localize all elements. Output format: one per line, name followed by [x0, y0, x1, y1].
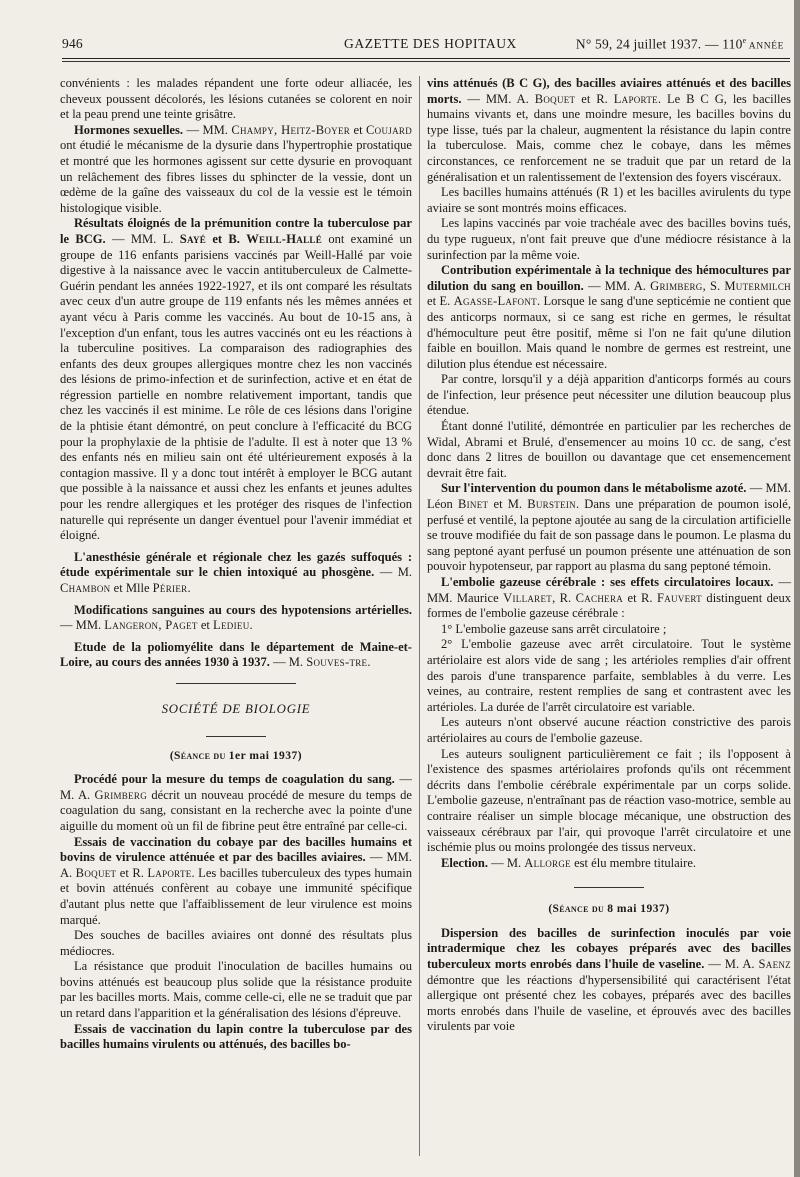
section-heading: SOCIÉTÉ DE BIOLOGIE [161, 701, 311, 716]
article-election [427, 856, 791, 872]
text: — MM. L. [105, 231, 180, 246]
text: . [187, 581, 191, 595]
issue-annee: ANNÉE [746, 41, 784, 52]
article-dispersion [427, 926, 791, 1035]
text: — M. A. [704, 957, 759, 972]
article-title: Essais de vaccination du cobaye par des bacilles humains et bovins de virulence atténuée et par des bacilles aviaires. [60, 834, 412, 865]
author: Cachera [575, 590, 624, 605]
author: Allorge [524, 855, 571, 870]
text: . Lorsque le sang d'une septicémie ne contient que des anticorps normaux, si ce sang est riche en germes, le résultat d'hémoculture peut être positif, même si l'on ne fait qu'une dilution faible en bouillon. Mais quand le nombre de germes est restreint, une dilution plus étendue est nécessaire. [427, 294, 791, 371]
seance-date [60, 749, 412, 765]
paragraph: convénients : les malades répandent une forte odeur alliacée, les cheveux poussent décolorés, les lésions cutanées se colorent en noir et la peau prend une teinte grisâtre. [60, 76, 412, 122]
author: Weill-Hallé [246, 231, 323, 246]
issue-info [576, 36, 784, 53]
article-bcg [60, 216, 412, 543]
paragraph: 1° L'embolie gazeuse sans arrêt circulatoire ; [441, 621, 667, 636]
article-title: L'anesthésie générale et régionale chez les gazés suffoqués : étude expérimentale sur le chien intoxiqué au phosgène. [60, 549, 412, 580]
seance-day: 1er mai 1937) [228, 749, 303, 762]
author: Souves-tre [306, 655, 368, 670]
paragraph: Les bacilles humains atténués (R 1) et les bacilles avirulents du type aviaire se sont montrés moins efficaces. [427, 185, 791, 215]
text: et R. [623, 590, 657, 605]
article-title: Modifications sanguines au cours des hypotensions artérielles. [74, 602, 412, 617]
author: Sayé [179, 231, 207, 246]
article-lapin-cont [427, 76, 791, 185]
journal-title: GAZETTE DES HOPITAUX [344, 36, 517, 51]
text: — MM. A. [583, 278, 651, 293]
paragraph: Étant donné l'utilité, démontrée en particulier par les recherches de Widal, Abrami et Brulé, d'ensemencer au moins 10 cc. de sang, c'est donc dans 2 litres de bouillon ou davantage que cet ensemencement devrait être fait. [427, 419, 791, 480]
page-edge [794, 0, 800, 1177]
article-poumon [427, 481, 791, 575]
paragraph: Des souches de bacilles aviaires ont donné des résultats plus médiocres. [60, 928, 412, 958]
paragraph: Les auteurs soulignent particulièrement ce fait ; ils l'opposent à l'existence des spasmes artériolaires profonds qu'ils ont récemment décrits dans l'embolie cérébrale expérimentale par un corps solide. L'embolie gazeuse, n'entraînant pas de réaction vaso-motrice, semble au contraire réaliser un simple blocage mécanique, une obstruction des vaisseaux cérébraux par l'air, qui provoque l'arrêt circulatoire et une ischémie plus ou moins prolongée des tissus nerveux. [427, 746, 791, 855]
text: démontre que les réactions d'hypersensibilité qui caractérisent l'état allergique ont présenté chez les cobayes, préparés avec des bacilles morts enrobés dans l'huile de vaseline, et éprouvés avec des bacilles virulents par voie [427, 972, 791, 1034]
text: et R. [575, 91, 614, 106]
text: — MM. Maurice [427, 575, 792, 605]
article-hemocultures [427, 263, 791, 372]
paragraph: Par contre, lorsqu'il y a déjà apparition d'anticorps formés au cours de l'infection, leur présence peut nécessiter une dilution beaucoup plus étendue. [427, 372, 791, 418]
text: ont examiné un groupe de 116 enfants parisiens vaccinés par Weill-Hallé par voie digestive à la naissance avec le vaccin antituberculeux de Calmette-Guérin pendant les années 1922-1927, et ils ont comparé les résultats avec ceux d'un autre groupe de 119 enfants nés les mêmes années et ayant vécu à Paris comme les vaccinés. Au bout de 10-15 ans, à l'exception d'un enfant, tous les autres vaccinés ont eu les réactions à la tuberculine positives. La comparaison des radiographies des enfants des deux groupes allergiques montre chez les non vaccinés des lésions de primo-infection et de surinfection, active et en état de régression partielle en nombre relativement important, tandis que chez les vaccinés il est minime. Le rôle de ces lésions dans l'origine de la phtisie étant démontré, on peut conclure à l'efficacité du BCG pour la prophylaxie de la phtisie de l'adulte. Il est à noter que 13 % des enfants nés en milieu sain ont été ultérieurement exposés à la contagion massive. Il y a donc tout intérêt à employer le BCG autant que possible à la naissance et aussi chez les enfants et jeunes adultes pour les rendre allergiques et les protéger des risques de l'infection naturelle qui représente un danger éventuel pour l'avenir immédiat et éloigné. [60, 231, 412, 543]
text: et E. [427, 294, 454, 309]
section-rule [176, 683, 296, 684]
text: et [350, 122, 367, 137]
text: . Le B C G, les bacilles humains vivants et, dans une moindre mesure, les bacilles bovins du type lisse, tués par la chaleur, augmentent la résistance du lapin contre la tuberculose. Mais, comme chez le cobaye, dans les mêmes circonstances, ce renforcement ne se traduit que par un retard de la généralisation et un ralentissement de l'extension des foyers viscéraux. [427, 91, 791, 184]
author: Grimberg [650, 278, 703, 293]
article-title: Hormones sexuelles. [74, 122, 184, 137]
text: est élu membre titulaire. [570, 855, 697, 870]
article-title: Contribution expérimentale à la technique des hémocultures par dilution du sang en bouillon. [427, 263, 791, 293]
seance-date [427, 902, 791, 918]
seance-label: (Séance du [169, 749, 229, 762]
author: Ledieu [213, 618, 250, 633]
seance-label: (Séance du [548, 903, 608, 916]
header-rule-thin [62, 61, 790, 62]
article-title: L'embolie gazeuse cérébrale : ses effets circulatoires locaux. [441, 575, 774, 589]
article-title: Essais de vaccination du lapin contre la tuberculose par des bacilles humains virulents ou atténués, des bacilles bo- [60, 1021, 412, 1052]
article-poliomyelite [60, 640, 412, 671]
text: . [367, 655, 371, 670]
author: Périer [152, 581, 188, 595]
text: , S. [702, 278, 725, 293]
article-title-lapin [60, 1022, 412, 1053]
article-title: Procédé pour la mesure du temps de coagulation du sang. [74, 772, 395, 787]
text: — MM. A. [60, 850, 412, 880]
author: Champy, Heitz-Boyer [231, 122, 351, 137]
text: distinguent deux formes de l'embolie gazeuse cérébrale : [427, 590, 791, 621]
author: Boquet [534, 91, 576, 106]
column-divider [419, 76, 420, 1156]
text: — M. [374, 565, 412, 580]
author: Agasse-Lafont [453, 294, 537, 309]
text: décrit un nouveau procédé de mesure du temps de coagulation du sang, consistant en la recherche avec la pointe d'une aiguille du moment où un fil de fibrine peut être entraîné par celle-ci. [60, 787, 413, 833]
paragraph: Les lapins vaccinés par voie trachéale avec des bacilles bovins tués, du type rugueux, n'ont fait preuve que d'une médiocre résistance à la surinfection par la même voie. [427, 216, 791, 262]
author: Laporte [613, 91, 658, 106]
section-rule-short [206, 736, 266, 737]
header-rule [62, 58, 790, 59]
author: Langeron, Paget [104, 618, 198, 633]
author: Chambon [60, 581, 111, 595]
author: Mutermilch [724, 278, 791, 293]
author: Laporte [147, 865, 192, 880]
right-column [427, 76, 791, 1035]
article-vaccination-cobaye [60, 835, 412, 929]
text: , R. [552, 590, 576, 605]
text: et R. [116, 865, 148, 880]
paragraph: 2° L'embolie gazeuse avec arrêt circulatoire. Tout le système artériolaire est alors vide de sang ; les artérioles remplies d'air offrent des parois d'une transparence parfaite, semblables à du verre. Les veines, au contraire, restent remplies de sang et contrastent avec les artérioles. La durée de l'arrêt circulatoire est variable. [427, 637, 791, 714]
text: — M. [269, 655, 307, 670]
author: Fauvert [656, 590, 702, 605]
issue-date: N° 59, 24 juillet 1937. — 110 [575, 36, 743, 52]
text: et B. [206, 231, 247, 246]
article-title: Election. [441, 855, 489, 870]
article-title: Dispersion des bacilles de surinfection inoculés par voie intradermique chez les cobayes préparés avec des bacilles tuberculeux morts enrobés dans l'huile de vaseline. [427, 925, 791, 972]
text: — M. [488, 855, 525, 870]
author: Boquet [75, 865, 117, 880]
article-coagulation [60, 772, 412, 834]
author: Saenz [758, 957, 791, 972]
text: — M. A. [60, 772, 412, 802]
article-anesthesie [60, 550, 412, 597]
author: Coujard [366, 122, 412, 137]
text: . [249, 618, 253, 633]
text: . Les bacilles tuberculeux des types humain et bovin atténués confèrent au cobaye une immunité spécifique d'autant plus nette que l'affaiblissement de leur virulence est moins marqué. [60, 865, 412, 927]
author: Binet [457, 497, 489, 512]
text: et [197, 618, 214, 633]
text: . Dans une préparation de poumon isolé, perfusé et ventilé, la peptone ajoutée au sang de la circulation artificielle se trouve modifiée du fait de son passage dans le poumon. Le plasma du sang peptoné ayant perfusé un poumon présente une atténuation de son pouvoir hypotenseur, par rapport au plasma du sang peptoné témoin. [427, 497, 791, 574]
seance-day: 8 mai 1937) [607, 903, 670, 916]
article-title: Sur l'intervention du poumon dans le métabolisme azoté. [441, 481, 747, 496]
text: et Mlle [110, 581, 153, 595]
text: et M. [488, 497, 528, 512]
article-hormones [60, 123, 412, 217]
left-column [60, 76, 412, 1053]
text: — MM. [60, 618, 105, 633]
page-header [62, 36, 790, 58]
article-embolie [427, 575, 791, 622]
author: Burstein [527, 497, 576, 512]
text: — MM. A. [461, 91, 535, 106]
issue-sup: e [742, 36, 747, 45]
article-title: Etude de la poliomyélite dans le département de Maine-et-Loire, au cours des années 1930 à 1937. [60, 639, 412, 670]
author: Grimberg [94, 787, 147, 802]
paragraph: La résistance que produit l'inoculation de bacilles humains ou bovins atténués est beaucoup plus solide que la résistance produite par les bacilles morts. Mais, comme celle-ci, elle ne se traduit que par un retard dans l'apparition et la généralisation des lésions d'épreuve. [60, 959, 412, 1021]
text: ont étudié le mécanisme de la dysurie dans l'hypertrophie prostatique et montré que les hormones agissent sur cette dysurie en provoquant un relâchement des fibres lisses du sphincter de la vessie, dont un œdème de la gaîne des vaisseaux du col de la vessie est le témoin histologique visible. [60, 138, 412, 215]
author: Villaret [503, 590, 553, 605]
section-rule-short [574, 887, 644, 888]
text: — MM. Léon [427, 481, 791, 512]
article-hypotension [60, 603, 412, 634]
text: — MM. [183, 122, 232, 137]
article-title: Résultats éloignés de la prémunition contre la tuberculose par le BCG. [60, 216, 412, 246]
paragraph: Les auteurs n'ont observé aucune réaction constrictive des parois artériolaires au cours de l'embolie gazeuse. [427, 715, 791, 745]
page-number: 946 [62, 36, 83, 51]
article-title: vins atténués (B C G), des bacilles aviaires atténués et des bacilles morts. [427, 76, 791, 106]
